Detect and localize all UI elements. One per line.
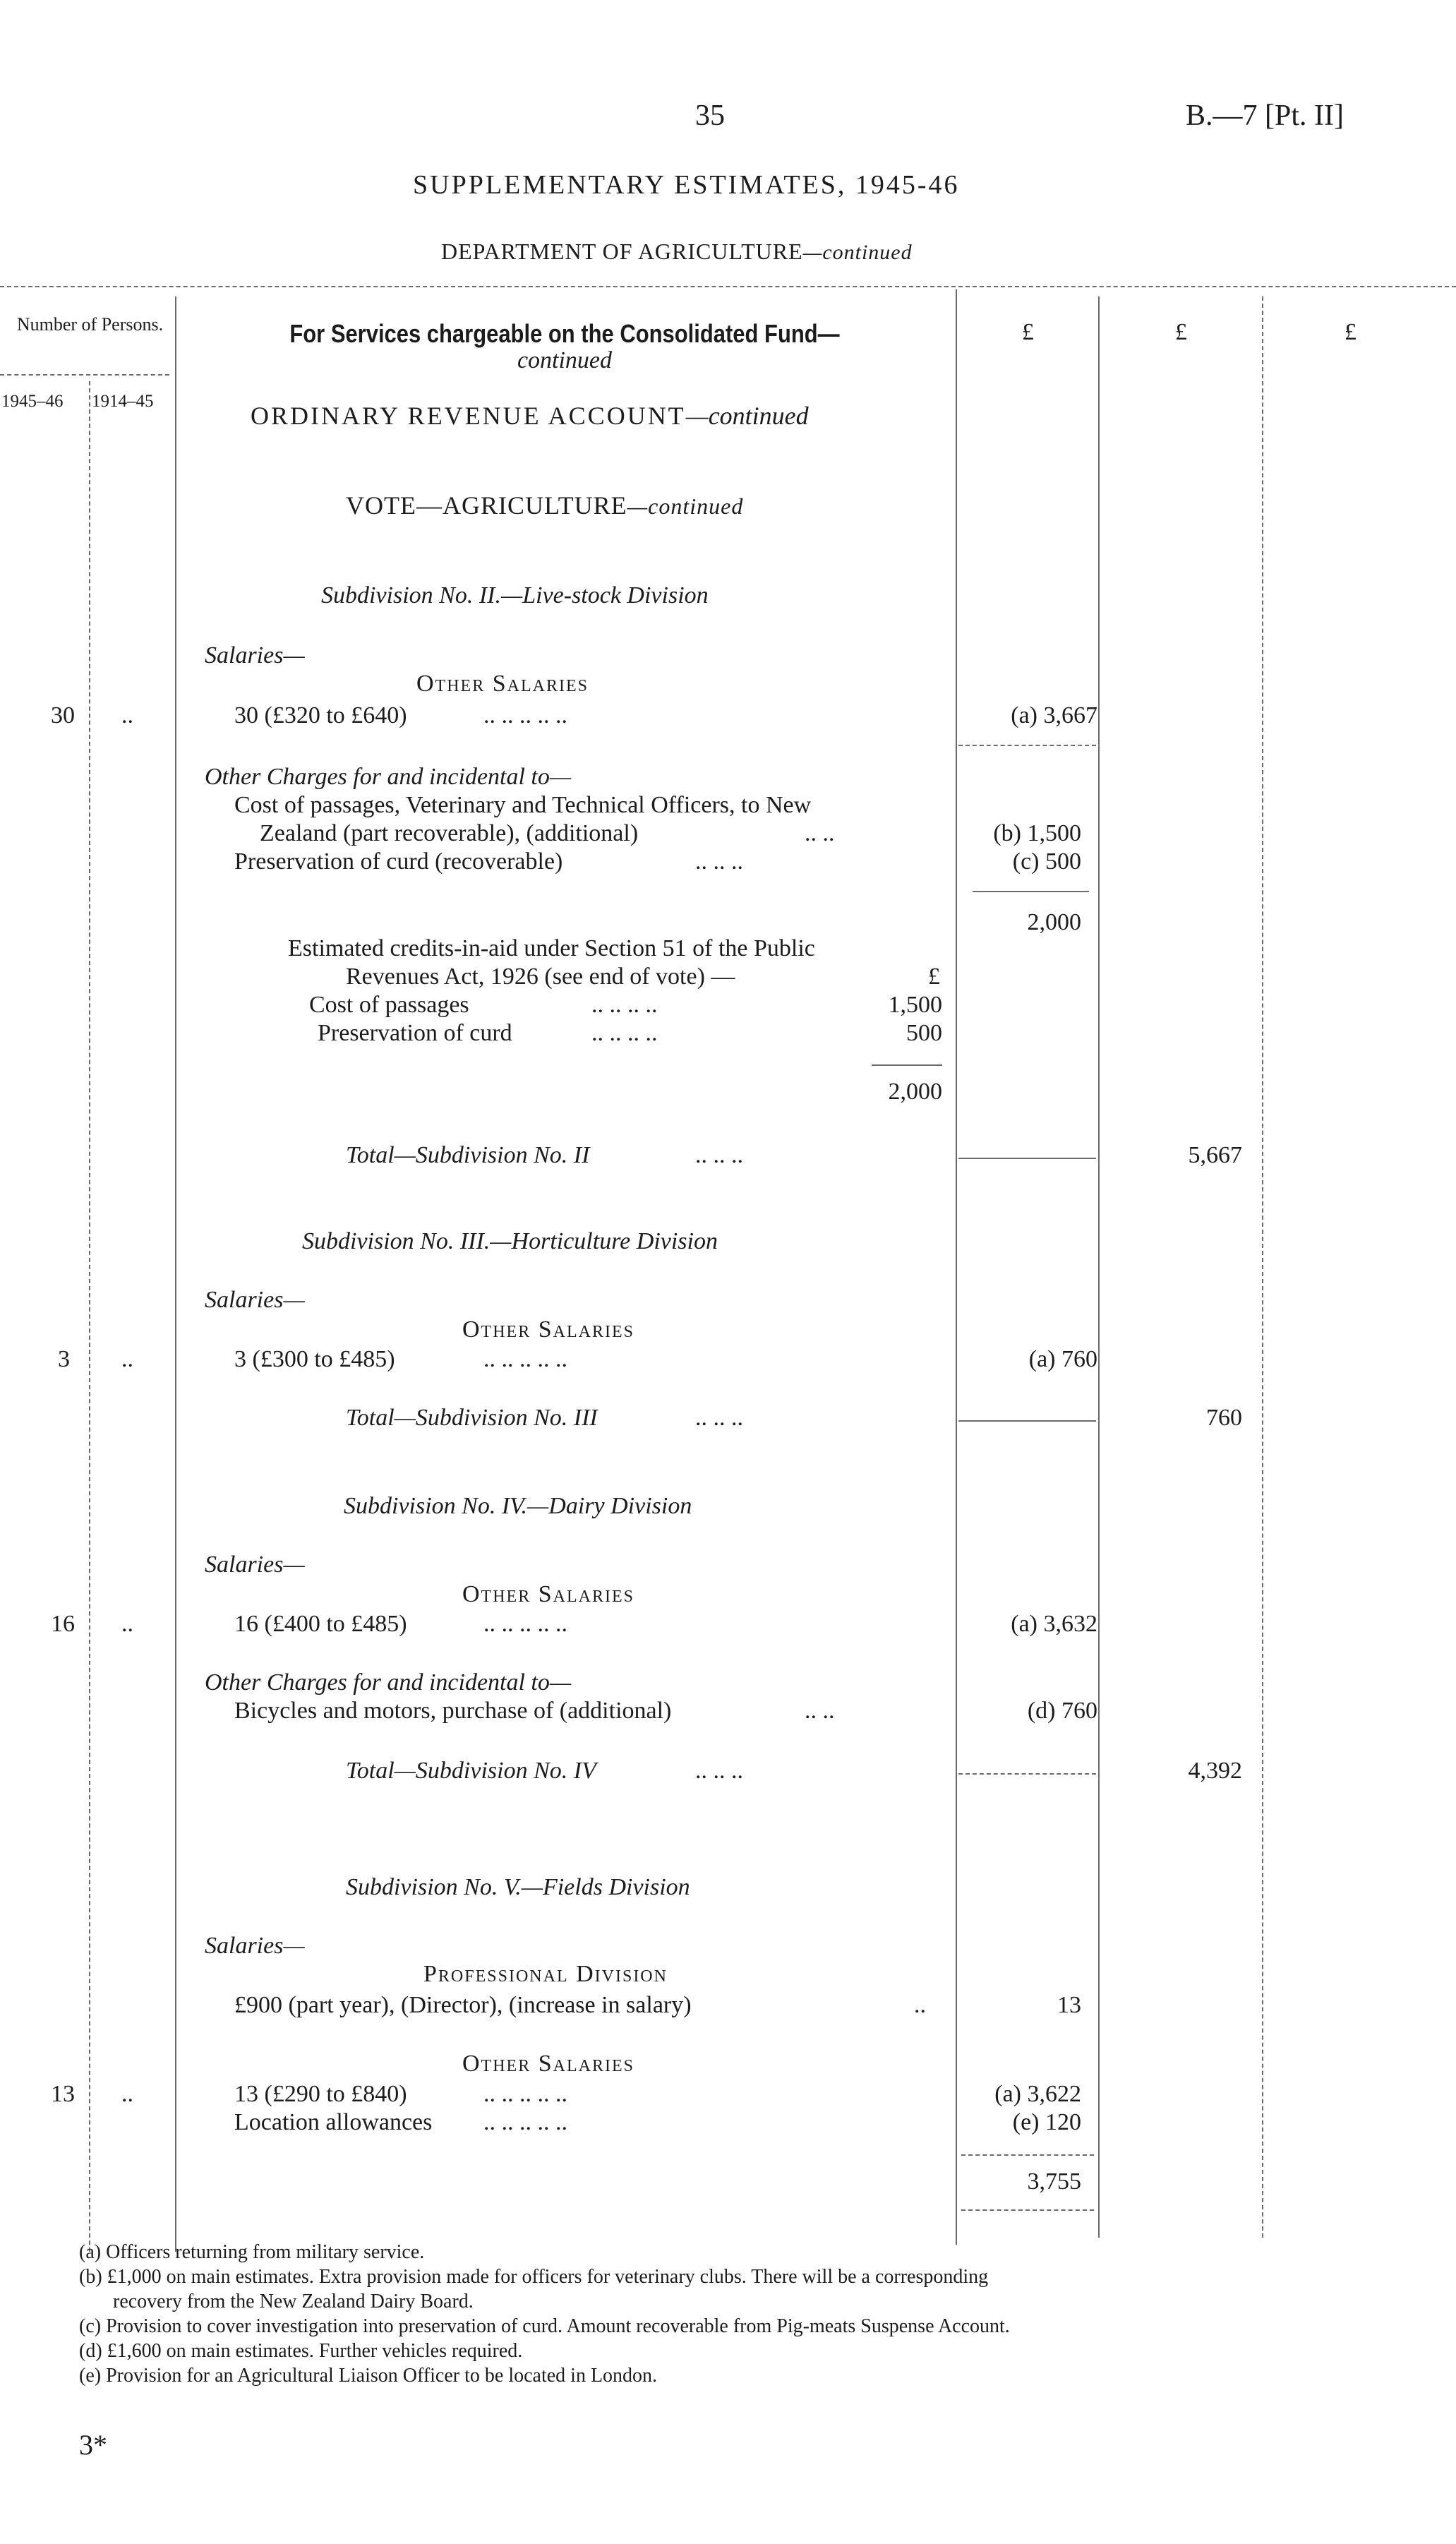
- number-of-persons-heading: Number of Persons.: [16, 314, 164, 335]
- sub2-passages-line-2: Zealand (part recoverable), (additional): [260, 820, 639, 846]
- sub2-credit-passages: Cost of passages: [309, 992, 469, 1018]
- sub5-salaries: Salaries—: [205, 1933, 305, 1959]
- account-heading: [251, 401, 809, 431]
- sub4-persons-1945: 16: [51, 1611, 75, 1637]
- sub5-subtotal: 3,755: [1027, 2168, 1081, 2195]
- leader-dots: .. .. .. .. ..: [483, 702, 567, 728]
- sub2-credits-line-1: Estimated credits-in-aid under Section 51 of the Public: [288, 935, 815, 961]
- sub2-salary-amount: (a) 3,667: [1011, 702, 1097, 728]
- sub2-passages-line-1: Cost of passages, Veterinary and Technical Officers, to New: [234, 792, 812, 818]
- sub5-professional-division: Professional Division: [423, 1961, 668, 1987]
- sub4-total-label: Total—Subdivision No. IV: [346, 1758, 596, 1784]
- footnote-c: (c) Provision to cover investigation into preservation of curd. Amount recoverable from Pig-meats Suspense Account.: [79, 2315, 1010, 2337]
- account-title: ORDINARY REVENUE ACCOUNT: [251, 402, 686, 430]
- sub4-salary-line: 16 (£400 to £485): [234, 1611, 407, 1637]
- column-rule-years: [89, 381, 90, 2252]
- sub2-curd-amount: (c) 500: [1012, 848, 1081, 875]
- sub2-total-amount: 5,667: [1188, 1142, 1242, 1168]
- leader-dots: .. .. .. .. ..: [483, 1346, 567, 1372]
- fund-heading: For Services chargeable on the Consolidated Fund—: [289, 319, 840, 348]
- year-1944-45-heading: 1914–45: [92, 392, 154, 411]
- table-top-rule: [0, 286, 1456, 287]
- sub2-charges-rule: [973, 891, 1089, 892]
- leader-dots: .. ..: [805, 820, 835, 846]
- leader-dots: .. .. .. .. ..: [483, 1611, 567, 1637]
- sub3-persons-1944: ..: [121, 1346, 133, 1372]
- sub2-salary-line: 30 (£320 to £640): [234, 702, 407, 728]
- sub3-heading: Subdivision No. III.—Horticulture Division: [302, 1228, 718, 1254]
- column-rule-amount-2: [1098, 296, 1100, 2238]
- sub4-persons-1944: ..: [121, 1611, 133, 1637]
- leader-dots: .. .. .. .. ..: [483, 2109, 567, 2135]
- sub4-total-amount: 4,392: [1188, 1758, 1242, 1784]
- sub2-salaries: Salaries—: [205, 642, 305, 668]
- leader-dots: .. .. .. ..: [591, 992, 658, 1018]
- leader-dots: .. .. .. ..: [591, 1020, 658, 1046]
- sub4-total-rule: [958, 1773, 1096, 1775]
- leader-dots: .. .. ..: [695, 1142, 743, 1168]
- sub3-other-salaries: Other Salaries: [462, 1316, 634, 1343]
- sub2-total-label: Total—Subdivision No. II: [346, 1142, 590, 1168]
- column-rule-amount-3: [1262, 296, 1263, 2238]
- page-title: SUPPLEMENTARY ESTIMATES, 1945-46: [413, 170, 960, 200]
- sub3-salaries: Salaries—: [205, 1287, 305, 1313]
- leader-dots: .. .. .. .. ..: [483, 2081, 567, 2107]
- account-continued: —continued: [685, 402, 809, 430]
- sub5-salary-line: 13 (£290 to £840): [234, 2081, 407, 2107]
- sub5-director-amount: 13: [1057, 1992, 1081, 2018]
- sub4-heading: Subdivision No. IV.—Dairy Division: [344, 1493, 692, 1519]
- sub2-credit-passages-amount: 1,500: [888, 992, 942, 1018]
- department-continued: —continued: [802, 241, 913, 264]
- leader-dots: .. ..: [805, 1698, 835, 1724]
- sub3-salary-line: 3 (£300 to £485): [234, 1346, 395, 1372]
- sub5-other-salaries: Other Salaries: [462, 2051, 634, 2077]
- document-reference: B.—7 [Pt. II]: [1186, 100, 1344, 132]
- sub2-credit-curd-amount: 500: [906, 1020, 942, 1046]
- sub4-salary-amount: (a) 3,632: [1011, 1611, 1097, 1637]
- footnote-e: (e) Provision for an Agricultural Liaison Officer to be located in London.: [79, 2365, 658, 2387]
- sub2-credit-total: 2,000: [888, 1079, 942, 1105]
- sub2-credits-line-2: Revenues Act, 1926 (see end of vote) —: [346, 964, 735, 990]
- year-1945-46-heading: 1945–46: [1, 392, 64, 411]
- sub4-other-charges: Other Charges for and incidental to—: [205, 1669, 572, 1696]
- sub2-credit-rule: [872, 1064, 942, 1066]
- sub4-other-salaries: Other Salaries: [462, 1581, 634, 1607]
- sub2-other-charges: Other Charges for and incidental to—: [205, 764, 572, 790]
- page-number: 35: [695, 100, 725, 132]
- sub2-credits-pound: £: [928, 964, 940, 990]
- signature-mark: 3*: [79, 2429, 107, 2461]
- sub5-persons-1945: 13: [51, 2081, 75, 2107]
- leader-dots: ..: [914, 1992, 926, 2018]
- sub4-bicycles-line: Bicycles and motors, purchase of (additional): [234, 1698, 672, 1724]
- sub3-total-label: Total—Subdivision No. III: [346, 1405, 598, 1431]
- sub2-heading: Subdivision No. II.—Live-stock Division: [321, 582, 709, 608]
- column-rule-amount-1: [956, 289, 957, 2245]
- sub5-location-amount: (e) 120: [1012, 2109, 1081, 2135]
- sub2-charges-total: 2,000: [1027, 909, 1081, 935]
- sub3-total-amount: 760: [1206, 1405, 1242, 1431]
- sub2-persons-1945: 30: [51, 702, 75, 728]
- persons-header-rule: [0, 374, 169, 376]
- footnote-a: (a) Officers returning from military service.: [79, 2241, 425, 2263]
- sub4-salaries: Salaries—: [205, 1552, 305, 1578]
- pound-heading-1: £: [1022, 319, 1034, 345]
- sub2-passages-amount: (b) 1,500: [993, 820, 1081, 846]
- vote-heading: [346, 491, 743, 520]
- fund-heading-continued: continued: [517, 347, 613, 373]
- sub2-persons-1944: ..: [121, 702, 133, 728]
- sub3-salary-amount: (a) 760: [1028, 1346, 1097, 1372]
- vote-continued: —continued: [627, 493, 744, 519]
- sub3-persons-1945: 3: [58, 1346, 70, 1372]
- footnote-d: (d) £1,600 on main estimates. Further vehicles required.: [79, 2340, 523, 2362]
- sub4-bicycles-amount: (d) 760: [1027, 1698, 1097, 1724]
- sub5-subtotal-rule-bottom: [961, 2209, 1094, 2211]
- sub2-credit-curd: Preservation of curd: [318, 1020, 512, 1046]
- sub2-salary-rule: [958, 745, 1096, 746]
- sub2-curd-line: Preservation of curd (recoverable): [234, 848, 563, 875]
- sub2-other-salaries: Other Salaries: [416, 671, 589, 697]
- department-name: DEPARTMENT OF AGRICULTURE: [441, 239, 803, 264]
- sub5-director-line: £900 (part year), (Director), (increase in salary): [234, 1992, 692, 2018]
- footnote-b: (b) £1,000 on main estimates. Extra provision made for officers for veterinary clubs. There will be a corresponding: [79, 2266, 989, 2288]
- column-rule-persons: [175, 296, 176, 2252]
- leader-dots: .. .. ..: [695, 1405, 743, 1431]
- pound-heading-2: £: [1175, 319, 1187, 345]
- sub5-salary-amount: (a) 3,622: [994, 2081, 1081, 2107]
- leader-dots: .. .. ..: [695, 848, 743, 875]
- sub3-total-rule: [958, 1420, 1096, 1422]
- leader-dots: .. .. ..: [695, 1758, 743, 1784]
- sub2-total-rule: [958, 1158, 1096, 1159]
- footnote-b-continued: recovery from the New Zealand Dairy Board.: [113, 2291, 474, 2312]
- vote-title: VOTE—AGRICULTURE: [346, 491, 627, 520]
- department-heading: [441, 239, 913, 265]
- sub5-subtotal-rule: [961, 2154, 1094, 2156]
- sub5-heading: Subdivision No. V.—Fields Division: [346, 1874, 690, 1900]
- sub5-location-line: Location allowances: [234, 2109, 433, 2135]
- pound-heading-3: £: [1344, 319, 1356, 345]
- sub5-persons-1944: ..: [121, 2081, 133, 2107]
